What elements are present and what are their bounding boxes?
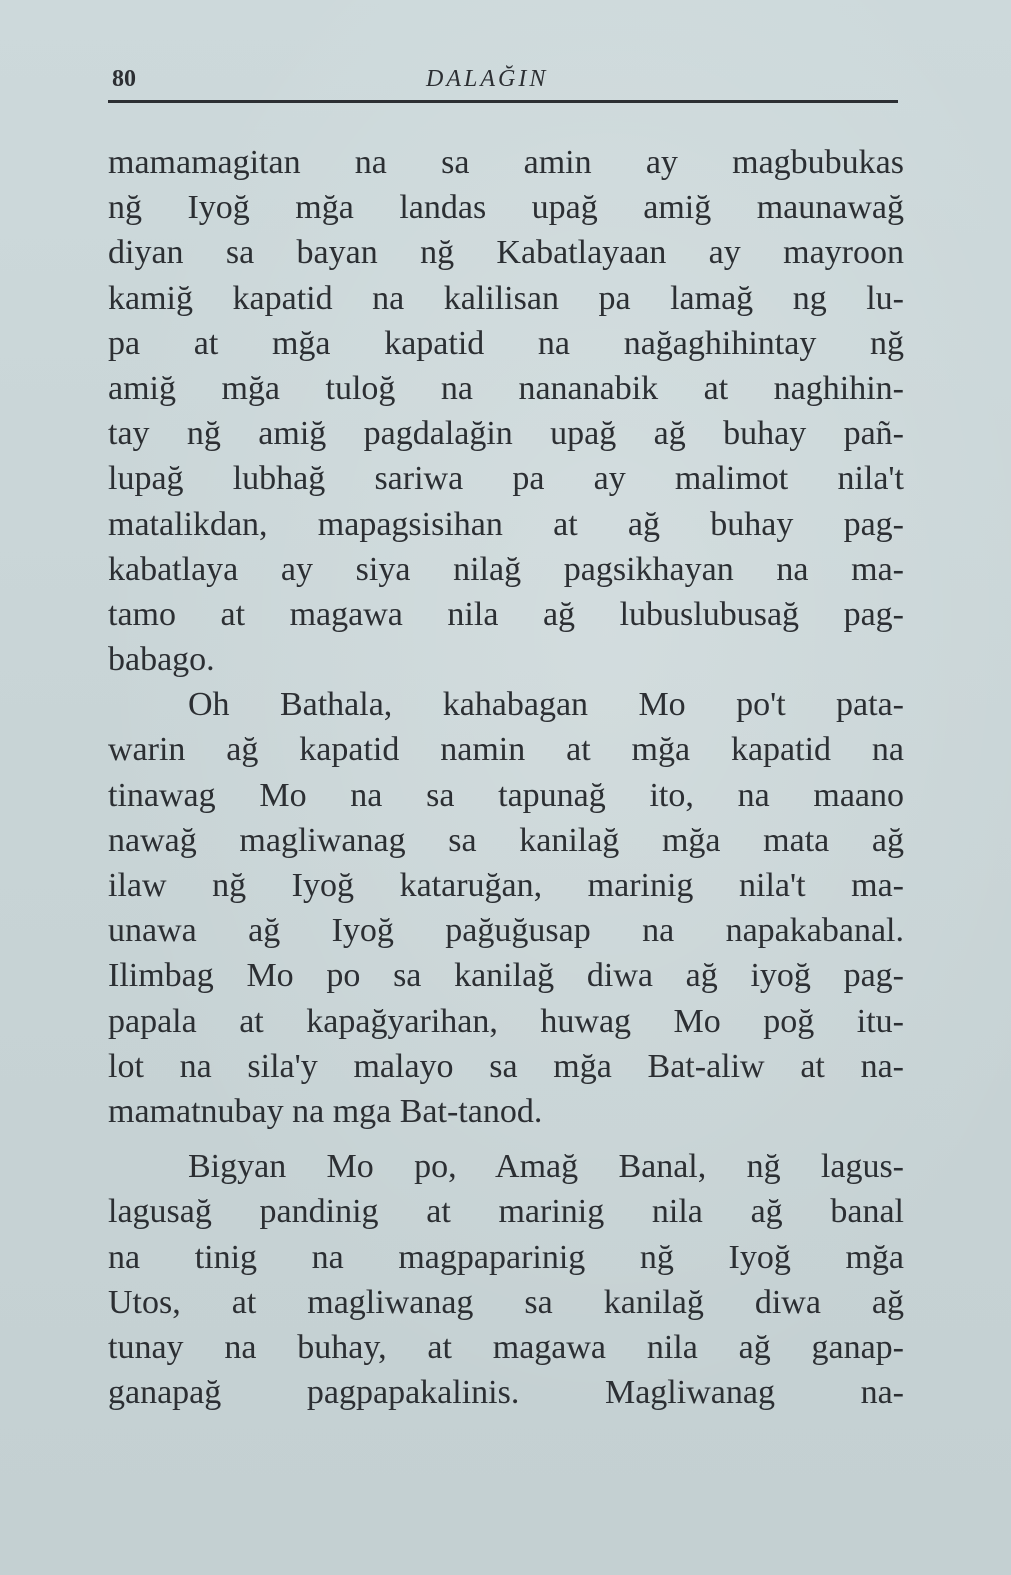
- text-line: tinawag Mo na sa tapunağ ito, na maano: [108, 776, 904, 814]
- text-line: tamo at magawa nila ağ lubuslubusağ pag-: [108, 595, 904, 633]
- text-line: kamiğ kapatid na kalilisan pa lamağ ng lu-: [108, 279, 904, 317]
- text-line: mamamagitan na sa amin ay magbubukas: [108, 144, 904, 181]
- paragraph-2: [108, 682, 904, 1134]
- text-line: warin ağ kapatid namin at mğa kapatid na: [108, 731, 904, 769]
- text-line: diyan sa bayan nğ Kabatlayaan ay mayroon: [108, 234, 904, 272]
- body-text: [108, 140, 904, 1415]
- text-line: pa at mğa kapatid na nağaghihintay nğ: [108, 324, 904, 362]
- text-line: ilaw nğ Iyoğ kataruğan, marinig nila't ma-: [108, 867, 904, 904]
- text-line: mamatnubay na mga Bat-tanod.: [108, 1092, 543, 1130]
- page-header: [108, 58, 898, 106]
- text-line: matalikdan, mapagsisihan at ağ buhay pag-: [108, 505, 904, 543]
- text-line: Bigyan Mo po, Amağ Banal, nğ lagus-: [188, 1148, 904, 1186]
- text-line: unawa ağ Iyoğ pağuğusap na napakabanal.: [108, 912, 904, 950]
- text-line: papala at kapağyarihan, huwag Mo poğ itu-: [108, 1002, 904, 1040]
- running-title: DALAĞIN: [426, 66, 549, 92]
- text-line: tunay na buhay, at magawa nila ağ ganap-: [108, 1328, 904, 1366]
- page-number: 80: [112, 66, 136, 92]
- text-line: nğ Iyoğ mğa landas upağ amiğ maunawağ: [108, 189, 904, 227]
- paragraph-gap: [108, 1134, 904, 1144]
- paragraph-1: [108, 140, 904, 682]
- text-line: amiğ mğa tuloğ na nananabik at naghihin-: [108, 369, 904, 407]
- text-line: nawağ magliwanag sa kanilağ mğa mata ağ: [108, 821, 904, 859]
- text-line: tay nğ amiğ pagdalağin upağ ağ buhay pañ-: [108, 415, 904, 453]
- text-line: Ilimbag Mo po sa kanilağ diwa ağ iyoğ pag-: [108, 957, 904, 995]
- text-line: lot na sila'y malayo sa mğa Bat-aliw at na-: [108, 1047, 904, 1085]
- header-rule: [108, 100, 898, 103]
- paragraph-3: [108, 1144, 904, 1415]
- text-line: lagusağ pandinig at marinig nila ağ banal: [108, 1193, 904, 1231]
- text-line: Utos, at magliwanag sa kanilağ diwa ağ: [108, 1283, 904, 1321]
- text-line: babago.: [108, 641, 215, 679]
- text-line: kabatlaya ay siya nilağ pagsikhayan na ma-: [108, 550, 904, 588]
- text-line: lupağ lubhağ sariwa pa ay malimot nila't: [108, 460, 904, 498]
- text-line: ganapağ pagpapakalinis. Magliwanag na-: [108, 1374, 904, 1412]
- text-line: Oh Bathala, kahabagan Mo po't pata-: [188, 686, 904, 724]
- text-line: na tinig na magpaparinig nğ Iyoğ mğa: [108, 1238, 904, 1276]
